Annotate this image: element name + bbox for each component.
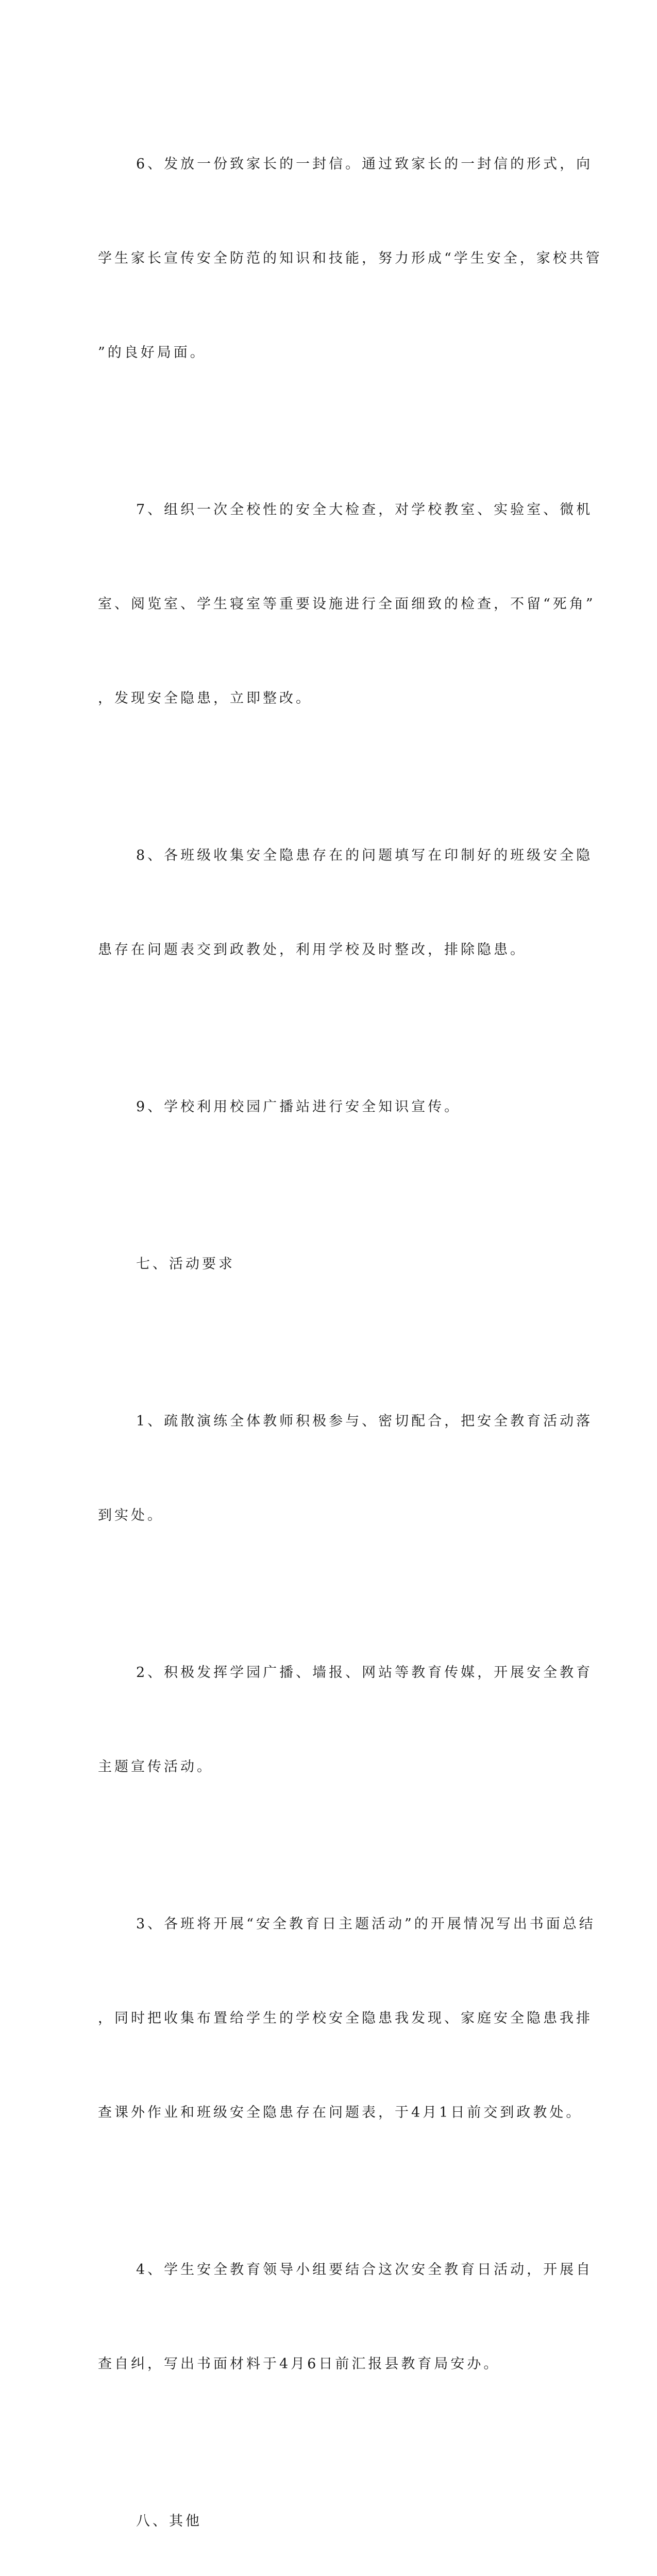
requirement-item-3 (98, 1845, 596, 2191)
text-line: 4、学生安全教育领导小组要结合这次安全教育日活动，开展自 (136, 2262, 593, 2278)
section-heading-other (98, 2443, 546, 2576)
text-line: 学生家长宣传安全防范的知识和技能，努力形成“学生安全，家校共管 (98, 250, 602, 266)
paragraph-item-8 (98, 777, 593, 1028)
text-line: 3、各班将开展“安全教育日主题活动”的开展情况写出书面总结 (136, 1916, 596, 1932)
text-line: 主题宣传活动。 (98, 1759, 213, 1775)
text-line: 查课外作业和班级安全隐患存在问题表，于4月1日前交到政教处。 (98, 2105, 583, 2121)
text-line: ”的良好局面。 (98, 345, 207, 361)
paragraph-item-9 (98, 1028, 546, 1185)
text-line: 1、疏散演练全体教师积极参与、密切配合，把安全教育活动落 (136, 1413, 593, 1429)
requirement-item-4 (98, 2191, 593, 2443)
text-line: 9、学校利用校园广播站进行安全知识宣传。 (136, 1099, 461, 1115)
text-line: 8、各班级收集安全隐患存在的问题填写在印制好的班级安全隐 (136, 848, 593, 863)
text-line: 2、积极发挥学园广播、墙报、网站等教育传媒，开展安全教育 (136, 1665, 593, 1681)
text-line: ，同时把收集布置给学生的学校安全隐患我发现、家庭安全隐患我排 (98, 2010, 593, 2026)
text-line: ，发现安全隐患，立即整改。 (98, 690, 312, 706)
text-line: 室、阅览室、学生寝室等重要设施进行全面细致的检查，不留“死角” (98, 596, 596, 612)
section-heading: 八、其他 (136, 2513, 202, 2529)
section-heading-requirements (98, 1185, 546, 1343)
section-heading: 七、活动要求 (136, 1256, 235, 1272)
text-line: 患存在问题表交到政教处，利用学校及时整改，排除隐患。 (98, 942, 527, 958)
paragraph-item-7 (98, 431, 596, 777)
requirement-item-1 (98, 1343, 593, 1594)
document-body (98, 86, 602, 2576)
paragraph-item-6 (98, 86, 602, 431)
text-line: 7、组织一次全校性的安全大检查，对学校教室、实验室、微机 (136, 502, 593, 518)
text-line: 到实处。 (98, 1507, 164, 1523)
text-line: 查自纠，写出书面材料于4月6日前汇报县教育局安办。 (98, 2356, 500, 2372)
text-line: 6、发放一份致家长的一封信。通过致家长的一封信的形式，向 (136, 156, 593, 172)
requirement-item-2 (98, 1594, 593, 1845)
